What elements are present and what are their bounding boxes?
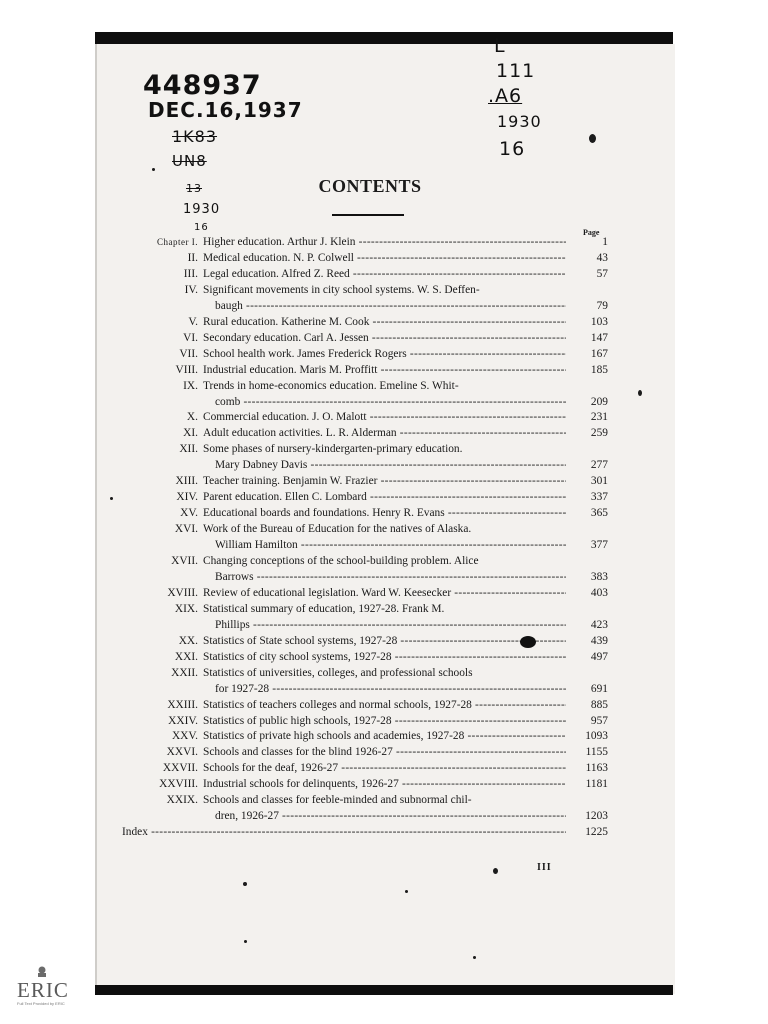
chapter-number: IX. bbox=[183, 379, 198, 392]
page-number: 337 bbox=[590, 491, 608, 504]
page-number: 365 bbox=[590, 507, 608, 520]
ink-blot bbox=[520, 636, 536, 648]
page-number: 439 bbox=[590, 634, 608, 647]
page-title: CONTENTS bbox=[318, 176, 422, 196]
chapter-title: Mary Dabney Davis ----- bbox=[215, 459, 566, 472]
page-number: 301 bbox=[590, 475, 608, 488]
handwritten-crossed-code: 1K83 bbox=[172, 127, 218, 146]
chapter-title: Changing conceptions of the school-building problem. Alice bbox=[203, 555, 479, 567]
chapter-number: III. bbox=[183, 267, 198, 280]
page-number: 103 bbox=[590, 315, 608, 328]
chapter-number: XXII. bbox=[171, 666, 198, 679]
chapter-title: Secondary education. Carl A. Jessen ----- bbox=[203, 332, 566, 345]
chapter-number: XXIX. bbox=[166, 794, 198, 807]
chapter-title: Rural education. Katherine M. Cook ----- bbox=[203, 316, 566, 329]
chapter-title: Trends in home-economics education. Emeline S. Whit- bbox=[203, 379, 459, 392]
chapter-number: XX. bbox=[178, 634, 198, 647]
chapter-number: XIII. bbox=[175, 475, 198, 488]
chapter-title: Educational boards and foundations. Henry R. Evans ----- bbox=[203, 507, 566, 520]
chapter-number: XII. bbox=[179, 443, 198, 456]
chapter-title: Phillips ----- bbox=[215, 619, 566, 632]
chapter-number: XXIV. bbox=[168, 714, 198, 727]
chapter-number: II. bbox=[187, 251, 198, 264]
chapter-title: Statistics of city school systems, 1927-28 ----- bbox=[203, 651, 566, 664]
chapter-title: Teacher training. Benjamin W. Frazier ----- bbox=[203, 475, 566, 488]
chapter-title: Medical education. N. P. Colwell ----- bbox=[203, 252, 566, 265]
chapter-number: XVI. bbox=[174, 523, 198, 536]
chapter-title: Industrial schools for delinquents, 1926-27 ----- bbox=[203, 778, 566, 791]
scan-speck bbox=[638, 390, 642, 396]
page-number: 1181 bbox=[585, 778, 608, 791]
chapter-title: Some phases of nursery-kindergarten-primary education. bbox=[203, 443, 463, 456]
chapter-number: XXVII. bbox=[162, 762, 198, 775]
chapter-number: XXI. bbox=[174, 650, 198, 663]
chapter-title: School health work. James Frederick Rogers ----- bbox=[203, 348, 566, 361]
page-number: 277 bbox=[590, 459, 608, 472]
page-number: 167 bbox=[590, 347, 608, 360]
chapter-title: Industrial education. Maris M. Proffitt ----- bbox=[203, 364, 566, 377]
page-number: 1155 bbox=[585, 746, 608, 759]
handwritten-call-number: L bbox=[494, 35, 506, 57]
page-number: 231 bbox=[590, 411, 608, 424]
chapter-number: VII. bbox=[179, 347, 198, 360]
chapter-number: Chapter I. bbox=[157, 237, 198, 247]
page-number: 57 bbox=[596, 267, 608, 280]
page-number: 403 bbox=[590, 586, 608, 599]
scan-speck bbox=[589, 134, 596, 143]
scan-bottom-border bbox=[95, 985, 673, 995]
chapter-title: William Hamilton ----- bbox=[215, 539, 566, 552]
handwritten-accession-number: 448937 bbox=[143, 70, 262, 101]
chapter-number: XVII. bbox=[171, 555, 198, 567]
handwritten-call-number: .A6 bbox=[488, 85, 523, 107]
handwritten-call-number: 1930 bbox=[497, 112, 542, 131]
chapter-title: Statistics of teachers colleges and normal schools, 1927-28 ----- bbox=[203, 699, 566, 712]
chapter-title: Schools and classes for feeble-minded and subnormal chil- bbox=[203, 794, 472, 807]
chapter-title: Schools and classes for the blind 1926-27 ----- bbox=[203, 746, 566, 759]
page-number: 957 bbox=[590, 714, 608, 727]
chapter-number: VIII. bbox=[175, 363, 198, 376]
chapter-number: XXIII. bbox=[167, 698, 198, 711]
chapter-title: Barrows ----- bbox=[215, 571, 566, 584]
chapter-title: Review of educational legislation. Ward W. Keesecker ----- bbox=[203, 587, 566, 600]
chapter-number: XIV. bbox=[176, 491, 198, 504]
chapter-title: Adult education activities. L. R. Alderman ----- bbox=[203, 427, 566, 440]
scan-speck bbox=[110, 497, 113, 500]
page-number: 383 bbox=[590, 570, 608, 583]
scan-speck bbox=[493, 868, 498, 874]
scan-speck bbox=[473, 956, 476, 959]
handwritten-side-year: 1930 bbox=[183, 202, 221, 217]
chapter-title: Statistics of private high schools and academies, 1927-28 ----- bbox=[203, 730, 566, 743]
page-number: 209 bbox=[590, 395, 608, 408]
page-number: 147 bbox=[590, 331, 608, 344]
chapter-number: XIX. bbox=[174, 602, 198, 615]
chapter-title: Statistics of public high schools, 1927-28 ----- bbox=[203, 715, 566, 728]
page-number: 1203 bbox=[585, 810, 608, 823]
page-number: 1093 bbox=[585, 730, 608, 743]
handwritten-side-number: 16 bbox=[194, 222, 209, 233]
eric-logo-text: ERIC bbox=[17, 978, 69, 1002]
page-folio: III bbox=[537, 862, 552, 873]
index-label: Index ----- bbox=[122, 826, 566, 839]
chapter-number: IV. bbox=[184, 283, 198, 296]
chapter-title: for 1927-28 ----- bbox=[215, 683, 566, 696]
page-number: 377 bbox=[590, 539, 608, 552]
chapter-number: XI. bbox=[183, 427, 198, 440]
handwritten-call-number: 111 bbox=[496, 60, 536, 82]
page-number: 1163 bbox=[585, 762, 608, 775]
page-number: 185 bbox=[590, 363, 608, 376]
page-number: 79 bbox=[596, 299, 608, 312]
chapter-title: Work of the Bureau of Education for the natives of Alaska. bbox=[203, 523, 472, 536]
page-column-header: Page bbox=[583, 228, 600, 237]
chapter-number: V. bbox=[188, 315, 198, 328]
page-number: 259 bbox=[590, 427, 608, 440]
chapter-title: Higher education. Arthur J. Klein ----- bbox=[203, 236, 566, 249]
chapter-number: XXV. bbox=[171, 730, 198, 743]
page-number: 691 bbox=[590, 682, 608, 695]
chapter-title: Parent education. Ellen C. Lombard ----- bbox=[203, 491, 566, 504]
chapter-title: Legal education. Alfred Z. Reed ----- bbox=[203, 268, 566, 281]
page-number: 1225 bbox=[585, 826, 608, 839]
scan-speck bbox=[243, 882, 247, 886]
chapter-title: Statistical summary of education, 1927-28. Frank M. bbox=[203, 602, 445, 615]
title-divider bbox=[332, 214, 404, 216]
page-number: 1 bbox=[602, 236, 608, 248]
page-number: 43 bbox=[596, 251, 608, 264]
scan-speck bbox=[152, 168, 155, 171]
chapter-number: XV. bbox=[180, 507, 198, 520]
handwritten-call-number: 16 bbox=[499, 138, 526, 160]
chapter-title: Commercial education. J. O. Malott ----- bbox=[203, 411, 566, 424]
page-number: 423 bbox=[590, 618, 608, 631]
chapter-title: Statistics of State school systems, 1927-28 ----- bbox=[203, 635, 566, 648]
scan-speck bbox=[244, 940, 247, 943]
chapter-number: XXVIII. bbox=[159, 778, 198, 791]
chapter-title: Schools for the deaf, 1926-27 ----- bbox=[203, 762, 566, 775]
chapter-title: dren, 1926-27 ----- bbox=[215, 810, 566, 823]
page-number: 885 bbox=[590, 698, 608, 711]
eric-logo-subtext: Full Text Provided by ERIC bbox=[17, 1001, 65, 1006]
handwritten-side-note: 13 bbox=[186, 182, 202, 195]
chapter-title: Significant movements in city school systems. W. S. Deffen- bbox=[203, 283, 480, 296]
chapter-number: X. bbox=[186, 411, 198, 424]
chapter-number: VI. bbox=[183, 331, 198, 344]
scan-speck bbox=[405, 890, 408, 893]
chapter-title: Statistics of universities, colleges, and professional schools bbox=[203, 666, 473, 679]
page-number: 497 bbox=[590, 650, 608, 663]
chapter-number: XXVI. bbox=[166, 746, 198, 759]
handwritten-crossed-code: UN8 bbox=[172, 152, 207, 170]
chapter-title: baugh ----- bbox=[215, 300, 566, 313]
chapter-number: XVIII. bbox=[167, 586, 198, 599]
chapter-title: comb ----- bbox=[215, 396, 566, 409]
handwritten-date: DEC.16,1937 bbox=[148, 98, 303, 122]
